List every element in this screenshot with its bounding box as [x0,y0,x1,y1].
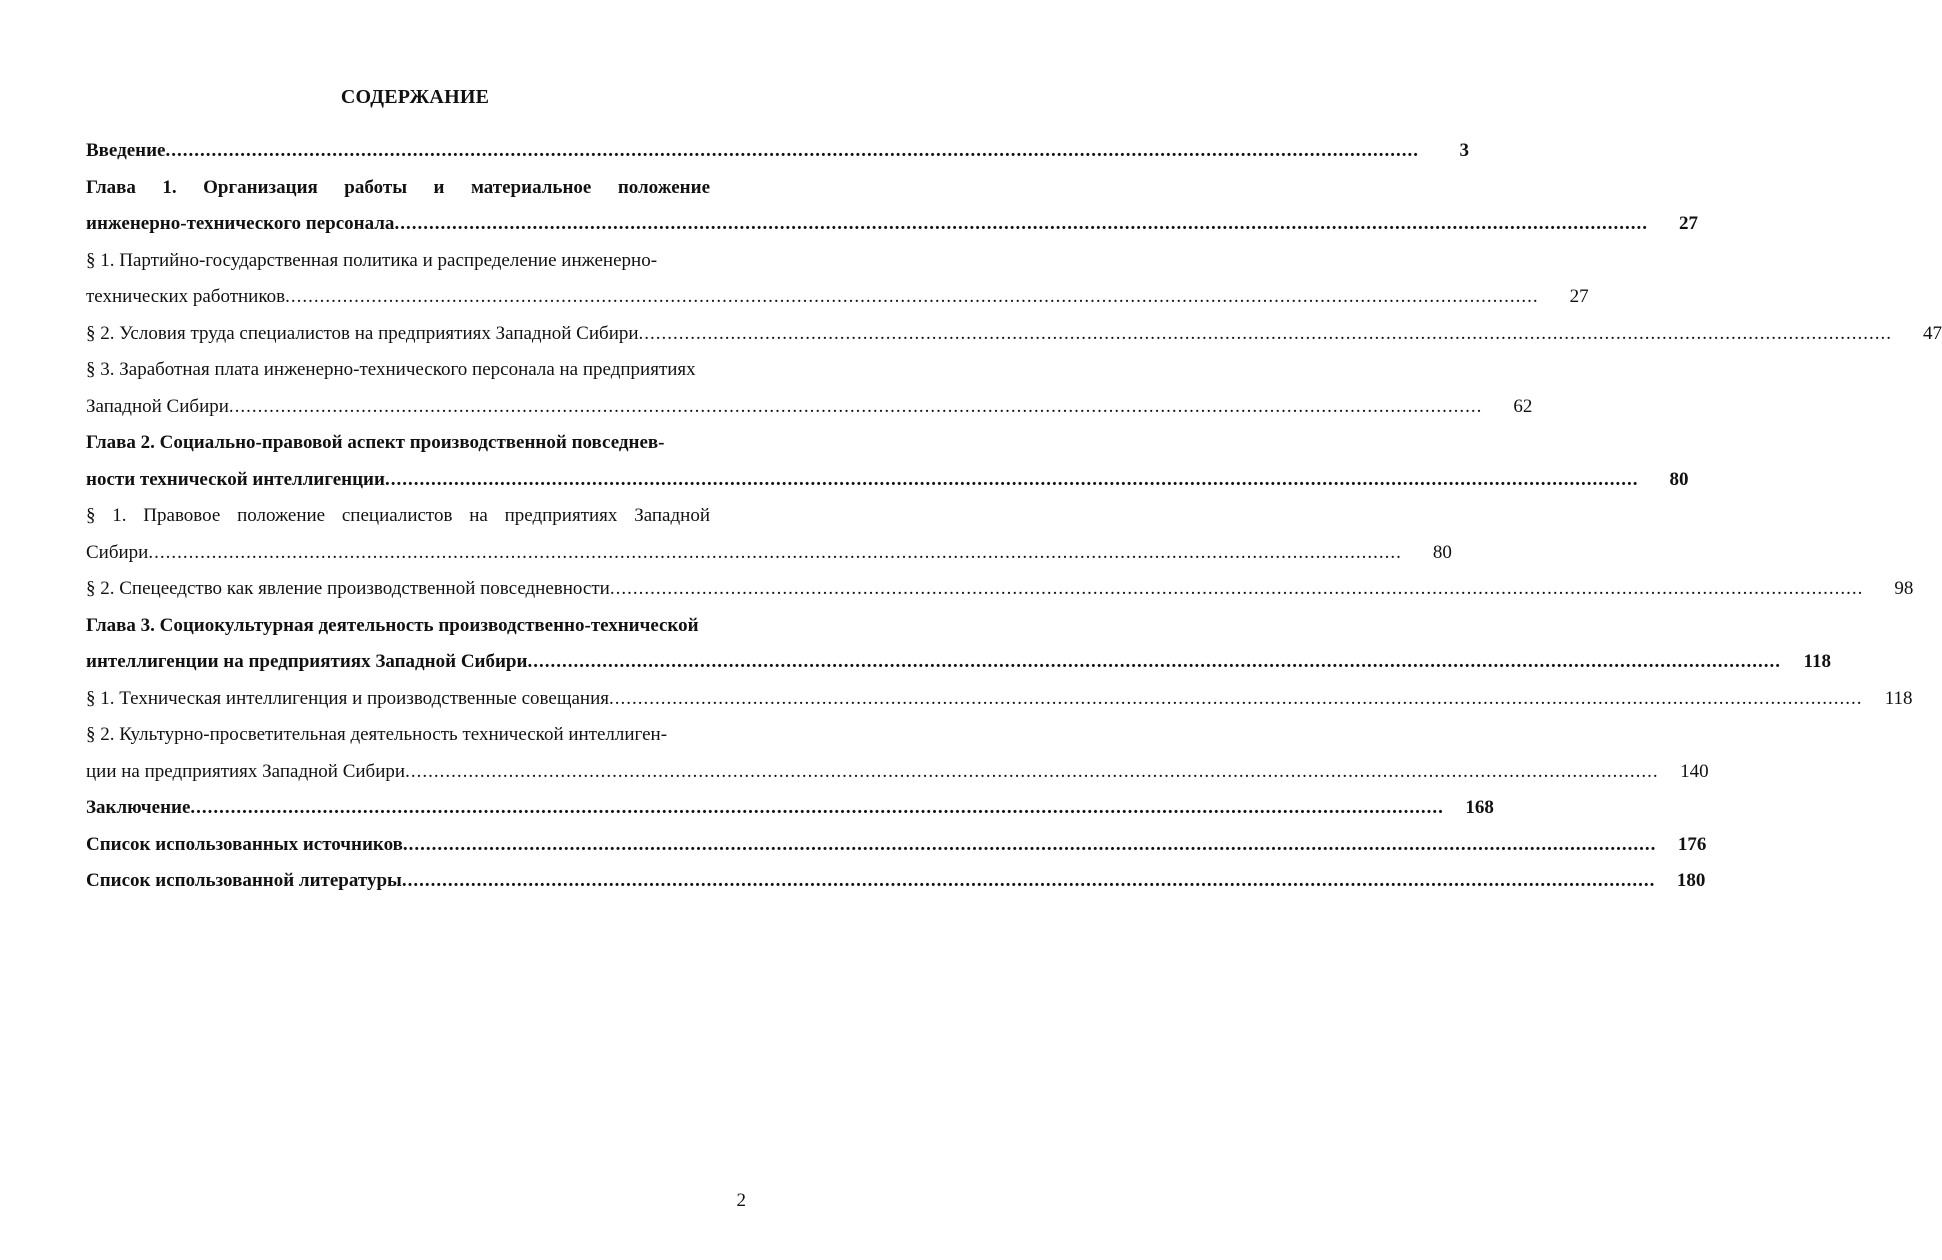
toc-entry-sources[interactable] [86,827,1707,864]
page-number: 2 [736,1190,746,1211]
toc-page-number: 80 [1432,541,1452,563]
toc-entry-chapter-1-section-1[interactable] [86,279,1589,316]
toc-entry-text: Западной Сибири [86,395,229,417]
toc-page-number: 168 [1465,797,1494,818]
toc-page-number: 180 [1676,870,1706,891]
toc-entry-text: § 2. Условия труда специалистов на предприятиях Западной Сибири [86,322,639,344]
dot-leader [527,644,1781,681]
toc-entry-text: ности технической интеллигенции [86,468,385,490]
page-title: СОДЕРЖАНИЕ [340,86,490,108]
toc-entry-text: ции на предприятиях Западной Сибири [86,760,406,782]
toc-entry-text: Сибири [86,541,149,563]
toc-entry-conclusion[interactable] [86,790,1494,827]
toc-entry-text: Введение [86,140,166,161]
toc-entry-chapter-1-section-3[interactable] [86,389,1533,426]
dot-leader [394,206,1648,243]
dot-leader [166,133,1420,170]
toc-entry-chapter-1-section-3-line-1[interactable]: § 3. Заработная плата инженерно-технического персонала на предприятиях [86,359,696,380]
dot-leader [148,535,1402,572]
dot-leader [403,827,1657,864]
toc-entry-chapter-2-line-1[interactable]: Глава 2. Социально-правовой аспект производственной повседнев- [86,432,665,453]
toc-entry-text: Список использованной литературы [86,870,402,891]
toc-entry-text: интеллигенции на предприятиях Западной Сибири [86,651,528,672]
toc-entry-text: инженерно-технического персонала [86,213,395,234]
toc-page-number: 62 [1513,395,1533,417]
toc-entry-chapter-3[interactable] [86,644,1831,681]
dot-leader [639,316,1893,353]
toc-entry-text: технических работников [86,286,286,307]
toc-entry-chapter-1-line-1[interactable]: Глава 1. Организация работы и материальное положение [86,176,710,198]
dot-leader [402,863,1656,900]
dot-leader [190,790,1444,827]
dot-leader [229,389,1483,426]
toc-page-number: 47 [1923,322,1942,344]
dot-leader [609,681,1863,718]
toc-entry-chapter-3-line-1[interactable]: Глава 3. Социокультурная деятельность производственно-технической [86,614,699,636]
toc-entry-literature[interactable] [86,863,1706,900]
toc-page-number: 140 [1680,760,1709,782]
toc-entry-chapter-1[interactable] [86,206,1698,243]
toc-entry-chapter-1-section-1-line-1[interactable]: § 1. Партийно-государственная политика и распределение инженерно- [86,249,658,271]
table-of-contents [86,133,1942,900]
toc-page-number: 98 [1894,578,1914,599]
dot-leader [405,754,1659,791]
toc-entry-chapter-2[interactable] [86,462,1689,499]
toc-entry-chapter-2-section-1-line-1[interactable]: § 1. Правовое положение специалистов на предприятиях Западной [86,505,710,526]
toc-page-number: 118 [1803,651,1831,672]
dot-leader [285,279,1539,316]
toc-page-number: 27 [1678,213,1698,234]
toc-page-number: 27 [1569,286,1589,307]
toc-entry-text: Список использованных источников [86,833,403,855]
toc-entry-chapter-3-section-2[interactable] [86,754,1709,791]
toc-entry-chapter-2-section-2[interactable] [86,571,1914,608]
toc-page-number: 80 [1669,468,1689,490]
toc-entry-chapter-3-section-1[interactable] [86,681,1913,718]
toc-entry-text: Заключение [86,797,191,818]
toc-entry-text: § 1. Техническая интеллигенция и производственные совещания [86,687,609,709]
toc-page-number: 3 [1459,140,1469,161]
dot-leader [385,462,1639,499]
toc-entry-chapter-1-section-2[interactable] [86,316,1942,353]
toc-entry-introduction[interactable] [86,133,1469,170]
toc-page-number: 176 [1677,833,1707,855]
dot-leader [610,571,1864,608]
toc-page-number: 118 [1884,687,1913,709]
toc-entry-text: § 2. Спецеедство как явление производственной повседневности [86,578,610,599]
toc-entry-chapter-2-section-1[interactable] [86,535,1452,572]
toc-entry-chapter-3-section-2-line-1[interactable]: § 2. Культурно-просветительная деятельность технической интеллиген- [86,724,668,745]
